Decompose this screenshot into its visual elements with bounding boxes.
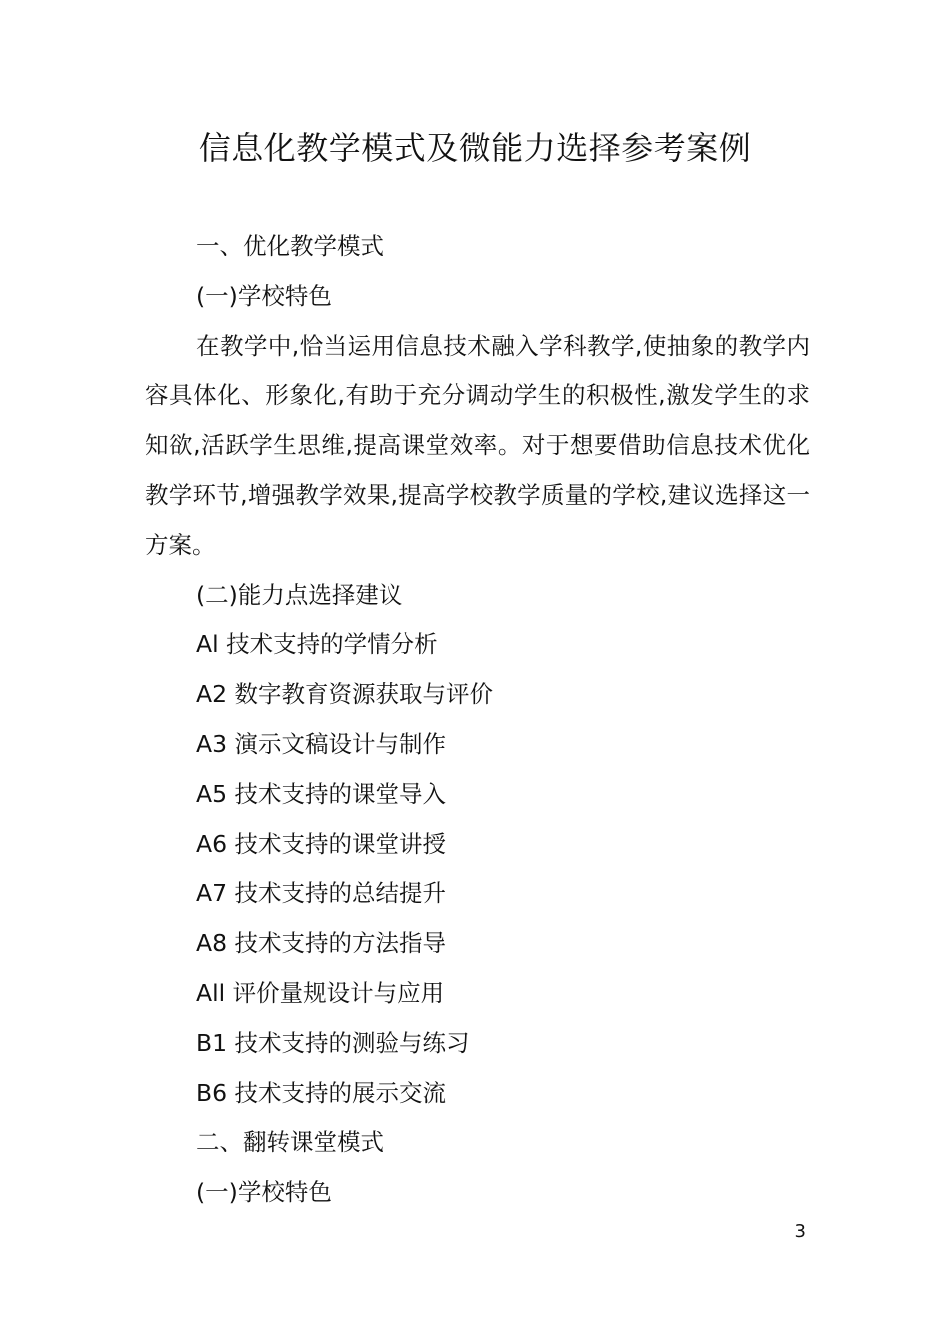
ability-item-a3: A3 演示文稿设计与制作 — [196, 729, 446, 758]
body-paragraph: 在教学中,恰当运用信息技术融入学科教学,使抽象的教学内容具体化、形象化,有助于充分调动学生的积极性,激发学生的求知欲,活跃学生思维,提高课堂效率。对于想要借助信息技术优化教学环节,增强教学效果,提高学校教学质量的学校,建议选择这一方案。 — [145, 331, 810, 559]
ability-item-a8: A8 技术支持的方法指导 — [196, 929, 446, 958]
subsection-heading-ability-suggestions: (二)能力点选择建议 — [196, 580, 403, 609]
ability-item-a1: Al 技术支持的学情分析 — [196, 630, 438, 659]
section-heading-flipped-classroom: 二、翻转课堂模式 — [196, 1128, 384, 1157]
ability-item-b1: B1 技术支持的测验与练习 — [196, 1028, 470, 1057]
document-title: 信息化教学模式及微能力选择参考案例 — [198, 129, 752, 167]
ability-item-a7: A7 技术支持的总结提升 — [196, 879, 446, 908]
document-body — [145, 222, 810, 1218]
ability-item-b6: B6 技术支持的展示交流 — [196, 1078, 447, 1107]
page-number: 3 — [794, 1221, 806, 1242]
subsection-heading-school-features-2: (一)学校特色 — [196, 1178, 332, 1207]
ability-item-a6: A6 技术支持的课堂讲授 — [196, 829, 446, 858]
section-heading-optimize-teaching: 一、优化教学模式 — [196, 232, 384, 260]
ability-item-a2: A2 数字教育资源获取与评价 — [196, 680, 493, 709]
ability-item-a5: A5 技术支持的课堂导入 — [196, 779, 446, 808]
ability-item-a11: All 评价量规设计与应用 — [196, 978, 445, 1007]
subsection-heading-school-features: (一)学校特色 — [196, 281, 332, 310]
